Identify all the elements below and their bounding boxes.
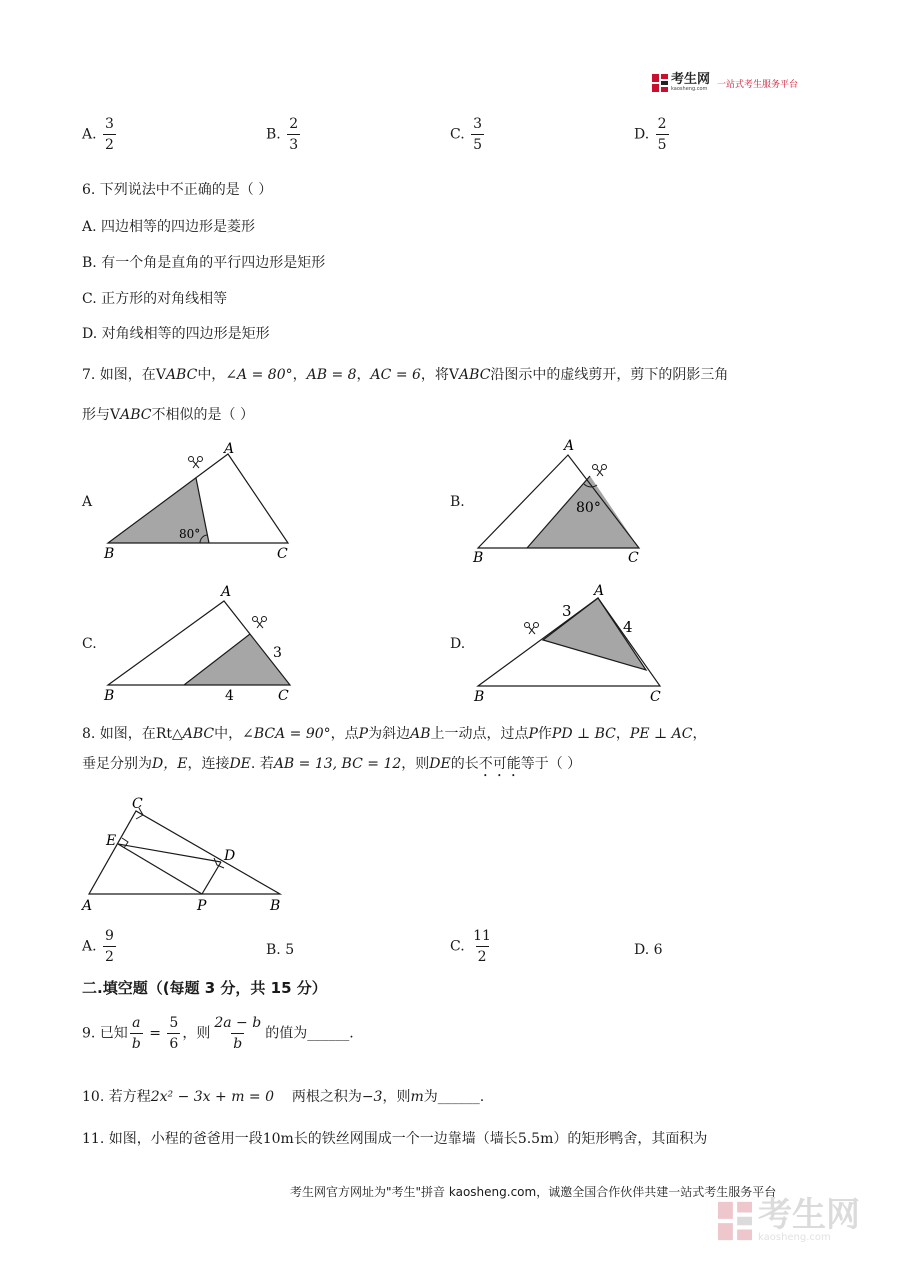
- q8-option-b: B. 5: [266, 942, 295, 958]
- watermark: [718, 1195, 860, 1243]
- side-label-3: 3: [562, 602, 572, 620]
- q8-option-d: D. 6: [634, 942, 663, 958]
- q8-figure: [80, 793, 290, 918]
- q6-option-b: B. 有一个角是直角的平行四边形是矩形: [82, 255, 326, 271]
- segment-pd: [202, 862, 221, 894]
- vertex-a: A: [221, 584, 232, 600]
- q6-option-c: C. 正方形的对角线相等: [82, 291, 228, 307]
- q7-figure-b: [470, 434, 655, 569]
- q8-stem-line2: 垂足分别为D，E，连接DE. 若AB = 13, BC = 12，则DE的长不可能等于（ ）: [82, 756, 582, 772]
- vertex-d: D: [224, 848, 236, 864]
- vertex-a: A: [564, 438, 575, 454]
- vertex-c: C: [278, 688, 289, 704]
- q7-figure-a-label: A: [82, 494, 93, 510]
- q7-figure-c: [100, 578, 300, 708]
- q5-option-b: B. $\frac{2}{3}$: [266, 116, 299, 153]
- q8-stem-line1: 8. 如图，在Rt△ABC中，∠BCA = 90°，点P为斜边AB上一动点，过点P作PD ⊥ BC，PE ⊥ AC，: [82, 726, 707, 742]
- vertex-a: A: [594, 583, 605, 599]
- q8-option-c: C. $\frac{11}{2}$: [450, 928, 491, 965]
- triangle-abc: [89, 811, 280, 894]
- q7-figure-d-label: D.: [450, 636, 466, 652]
- q6-option-a: A. 四边相等的四边形是菱形: [82, 219, 256, 235]
- side-label-4: 4: [225, 688, 234, 704]
- q7-figure-d: [470, 578, 670, 708]
- scissors-icon: [253, 617, 267, 629]
- logo-sub: kaosheng.com: [671, 86, 708, 92]
- scissors-icon: [593, 465, 607, 477]
- vertex-b: B: [104, 546, 115, 562]
- side-label-4: 4: [623, 618, 633, 636]
- vertex-a: A: [82, 898, 93, 914]
- angle-label: 80°: [576, 500, 601, 516]
- logo-slogan: 一站式考生服务平台: [717, 79, 799, 90]
- section-title: 二.填空题（(每题 3 分，共 15 分）: [82, 979, 327, 997]
- watermark-sub: kaosheng.com: [758, 1232, 831, 1243]
- vertex-c: C: [132, 796, 143, 812]
- q9-stem: 9. 已知 $\frac{a}{b}$ = $\frac{5}{6}$ ，则 $\frac{2a - b}{b}$ 的值为______.: [82, 1015, 354, 1052]
- q7-figure-a: [100, 440, 300, 565]
- q11-stem: 11. 如图，小程的爸爸用一段10m长的铁丝网围成一个一边靠墙（墙长5.5m）的矩形鸭舍，其面积为: [82, 1131, 708, 1147]
- q6-stem: 6. 下列说法中不正确的是（ ）: [82, 182, 273, 198]
- vertex-c: C: [277, 546, 288, 562]
- q5-option-c: C. $\frac{3}{5}$: [450, 116, 483, 153]
- vertex-e: E: [106, 833, 117, 849]
- header-logo: [652, 72, 798, 94]
- angle-label: 80°: [179, 527, 201, 541]
- logo-brand: 考生网: [671, 72, 711, 87]
- scissors-icon: [525, 623, 539, 635]
- q5-option-d: D. $\frac{2}{5}$: [634, 116, 667, 153]
- vertex-b: B: [270, 898, 281, 914]
- scissors-icon: [189, 457, 203, 469]
- q5-option-a: A. $\frac{3}{2}$: [82, 116, 114, 153]
- q7-figure-b-label: B.: [450, 494, 465, 510]
- q7-stem-line1: 7. 如图，在VABC中，∠A = 80°，AB = 8，AC = 6，将VABC沿图示中的虚线剪开，剪下的阴影三角: [82, 367, 729, 383]
- vertex-c: C: [628, 550, 639, 566]
- watermark-logo-icon: [718, 1201, 752, 1241]
- q6-option-d: D. 对角线相等的四边形是矩形: [82, 326, 270, 342]
- vertex-b: B: [104, 688, 115, 704]
- vertex-b: B: [474, 689, 485, 705]
- vertex-c: C: [650, 689, 661, 705]
- vertex-b: B: [473, 550, 484, 566]
- logo-icon: [652, 74, 668, 92]
- q8-option-a: A. $\frac{9}{2}$: [82, 928, 114, 965]
- side-label-3: 3: [273, 645, 282, 661]
- q10-stem: 10. 若方程2x² − 3x + m = 0 两根之积为−3，则m为______.: [82, 1089, 485, 1105]
- emphasis-text: 不可能: [478, 756, 521, 772]
- vertex-p: P: [197, 898, 207, 914]
- vertex-a: A: [224, 441, 235, 457]
- q7-stem-line2: 形与VABC不相似的是（ ）: [82, 407, 254, 423]
- footer-text: 考生网官方网址为"考生"拼音 kaosheng.com，诚邀全国合作伙伴共建一站式考生服务平台: [290, 1185, 777, 1199]
- q7-figure-c-label: C.: [82, 636, 97, 652]
- watermark-text: 考生网: [758, 1195, 860, 1235]
